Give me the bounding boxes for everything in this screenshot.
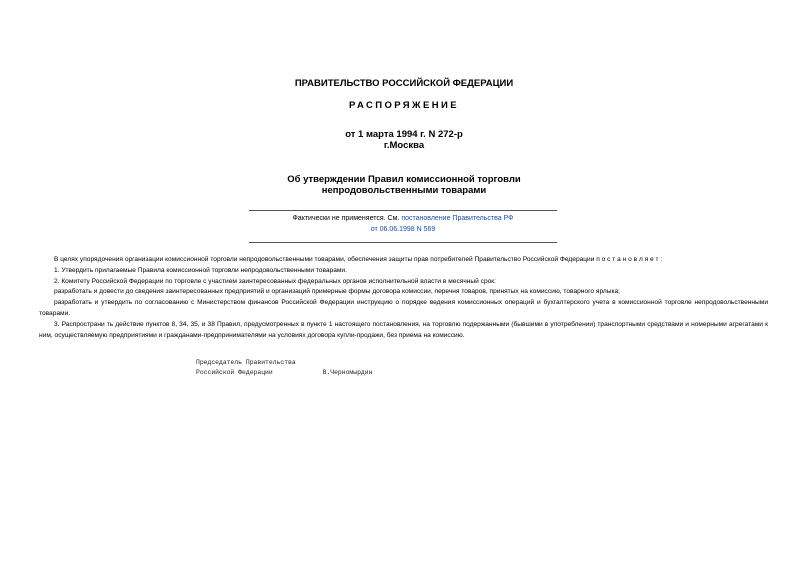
body-paragraph-item-2-b: разработать и утвердить по согласованию с Министерством финансов Российской Федерации инструкцию о порядке ведения комиссионных операций и бухгалтерского учета в комиссионной торговле непродовольственными товарами. xyxy=(39,299,768,317)
document-body xyxy=(39,255,768,341)
signature-organization: Российской Федерации xyxy=(196,368,273,376)
document-date-number: от 1 марта 1994 г. N 272-р xyxy=(345,129,463,140)
signature-position: Председатель Правительства xyxy=(196,359,296,366)
document-city: г.Москва xyxy=(383,140,425,151)
note-bottom-divider xyxy=(249,242,557,243)
note-prefix: Фактически не применяется. См. xyxy=(292,215,400,222)
document-subject-line1: Об утверждении Правил комиссионной торговли xyxy=(287,174,521,185)
body-paragraph-item-2: 2. Комитету Российской Федерации по торговле с участием заинтересованных федеральных органов исполнительной власти в месячный срок: xyxy=(54,277,497,285)
document-subject xyxy=(230,174,578,196)
signature-block xyxy=(196,358,372,377)
applicability-note xyxy=(249,214,557,235)
document-subject-line2: непродовольственными товарами xyxy=(321,185,487,196)
body-paragraph-item-3: 3. Распространи ть действие пунктов 8, 34, 35, и 38 Правил, предусмотренных в пункте 1 настоящего постановления, на торговлю подержанными (бывшими в употреблении) транспортными средствами и номерными агрегатами к ним, осуществляемую предприятиями и гражданами-предпринимателями на условиях договора купли-продажи, без приема на комиссию. xyxy=(39,320,768,339)
government-title: ПРАВИТЕЛЬСТВО РОССИЙСКОЙ ФЕДЕРАЦИИ xyxy=(294,78,514,89)
body-paragraph-preamble: В целях упорядочения организации комиссионной торговли непродовольственными товарами, обеспечения защиты прав потребителей Правительство Российской Федерации п о с т а н о в л я е т : xyxy=(54,256,663,263)
note-top-divider xyxy=(249,210,557,211)
signature-name: В.Черномырдин xyxy=(322,368,373,376)
document-type: РАСПОРЯЖЕНИЕ xyxy=(349,100,459,111)
body-paragraph-item-1: 1. Утвердить прилагаемые Правила комиссионной торговли непродовольственными товарами. xyxy=(54,266,347,274)
note-link-date[interactable]: от 06.06.1998 N 569 xyxy=(370,225,436,233)
note-link-resolution[interactable]: постановление Правительства РФ xyxy=(401,215,514,222)
body-paragraph-item-2-a: разработать и довести до сведения заинтересованных предприятий и организаций примерные формы договора комиссии, перечня товаров, принятых на комиссию, товарного ярлыка; xyxy=(54,288,621,296)
